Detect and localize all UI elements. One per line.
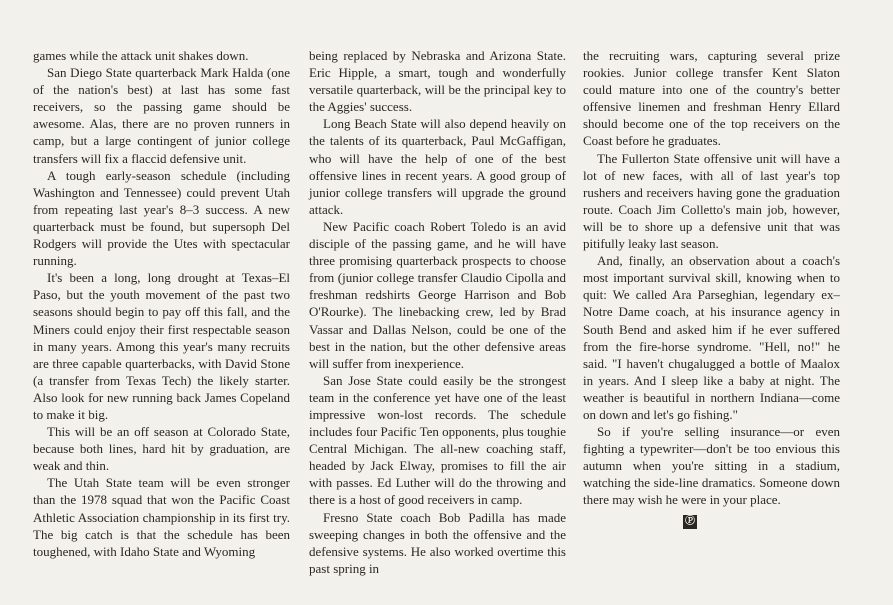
paragraph: This will be an off season at Colorado State, because both lines, hard hit by graduation, are weak and thin. [33,424,290,474]
paragraph: A tough early-season schedule (including Washington and Tennessee) could prevent Utah from repeating last year's 8–3 success. A new quarterback must be found, but supersoph Del Rodgers will provide the Utes with spectacular running. [33,167,290,269]
paragraph: San Jose State could easily be the strongest team in the conference yet have one of the least impressive won-lost records. The schedule includes four Pacific Ten opponents, plus toughie Central Michigan. The all-new coaching staff, headed by Jack Elway, promises to fill the air with passes. Ed Luther will do the throwing and there is a host of good receivers in camp. [309,372,566,508]
paragraph: New Pacific coach Robert Toledo is an avid disciple of the passing game, and he will have three promising quarterback prospects to choose from (junior college transfer Claudio Cipolla and freshman redshirts George Harrison and Bob O'Rourke). The linebacking crew, led by Brad Vassar and Dallas Nelson, could be one of the best in the nation, but the other defensive areas will suffer from inexperience. [309,218,566,371]
column-3 [583,47,840,529]
paragraph: It's been a long, long drought at Texas–El Paso, but the youth movement of the past two seasons should begin to pay off this fall, and the Miners could enjoy their first respectable season in many years. Among this year's many recruits are three capable quarterbacks, with David Stone (a transfer from Texas Tech) the likely starter. Also look for new running back James Copeland to make it big. [33,270,290,422]
paragraph: So if you're selling insurance—or even fighting a typewriter—don't be too envious this autumn when you're sitting in a stadium, watching the side-line dramatics. Someone down there may wish he were in your place. [583,424,840,508]
column-1 [33,47,290,560]
paragraph: Long Beach State will also depend heavily on the talents of its quarterback, Paul McGaffigan, who will have the help of one of the best offensive lines in recent years. A good group of junior college transfers will upgrade the ground attack. [309,116,566,217]
paragraph: games while the attack unit shakes down. [33,48,249,63]
paragraph: the recruiting wars, capturing several prize rookies. Junior college transfer Kent Slaton could mature into one of the country's better offensive linemen and freshman Henry Ellard should become one of the top receivers on the Coast before he graduates. [583,48,840,149]
paragraph: San Diego State quarterback Mark Halda (one of the nation's best) at last has some fast receivers, so the passing game should be awesome. Alas, there are no proven runners in camp, but a large contingent of junior college transfers will fix a flaccid defensive unit. [33,65,290,166]
paragraph: And, finally, an observation about a coach's most important survival skill, knowing when to quit: We called Ara Parseghian, legendary ex–Notre Dame coach, at his insurance agency in South Bend and asked him if he ever suffered from the fire-horse syndrome. "Hell, no!" he said. "I haven't chugalugged a bottle of Maalox in years. And I sleep like a baby at night. The weather is beautiful in northern Indiana—come on down and let's go fishing." [583,253,840,422]
paragraph: Fresno State coach Bob Padilla has made sweeping changes in both the offensive and the defensive systems. He also worked overtime this past spring in [309,509,566,576]
column-2 [309,47,566,577]
rabbit-end-mark-icon: Ⓟ [685,515,695,527]
paragraph: The Fullerton State offensive unit will have a lot of new faces, with all of last year's top rushers and receivers having gone the graduation route. Coach Jim Colletto's main job, however, will be to shore up a defensive unit that was pitifully leaky last season. [583,150,840,252]
paragraph: The Utah State team will be even stronger than the 1978 squad that won the Pacific Coast Athletic Association championship in its first try. The big catch is that the schedule has been toughened, with Idaho State and Wyoming [33,475,290,559]
paragraph: being replaced by Nebraska and Arizona State. Eric Hipple, a smart, tough and wonderfully versatile quarterback, will be the principal key to the Aggies' success. [309,48,566,115]
